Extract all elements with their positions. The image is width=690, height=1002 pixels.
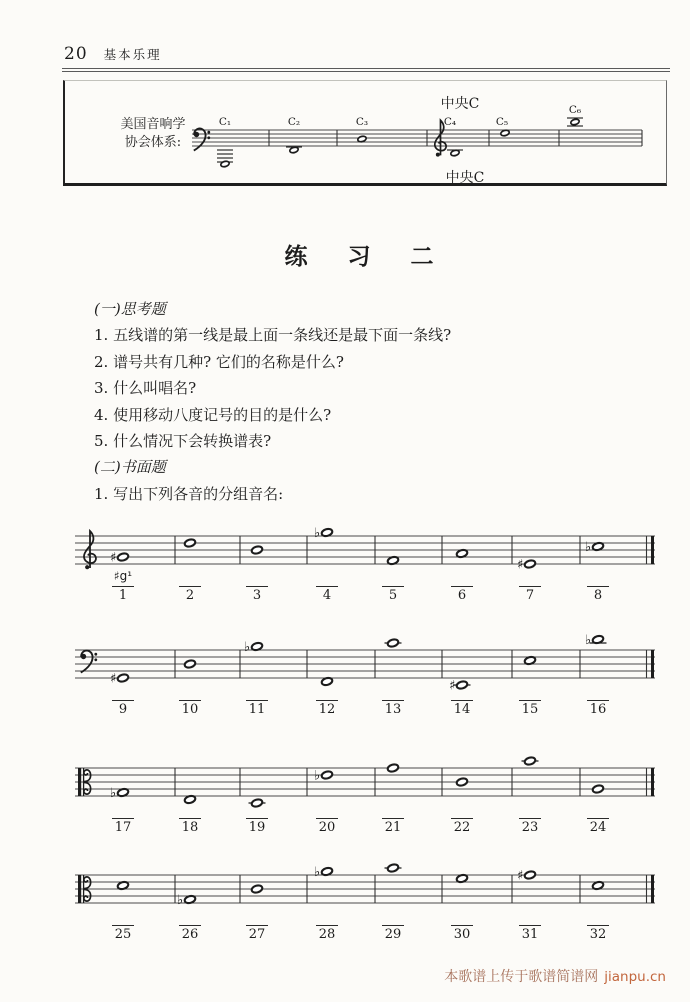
whole-note	[387, 638, 399, 648]
example-answer	[582, 801, 614, 818]
note-number: 24	[589, 820, 607, 835]
staff-system-1	[0, 512, 690, 624]
note-number: 16	[589, 702, 607, 717]
answer-line	[451, 818, 473, 819]
answer-blank-30	[446, 908, 478, 942]
octave-label: C₄	[443, 116, 457, 128]
middle-c-label-bottom: 中央C	[445, 170, 485, 184]
note-number: 27	[248, 927, 266, 942]
example-answer: ♯g¹	[113, 569, 133, 583]
answer-blank-18	[174, 801, 206, 835]
answer-blank-17	[107, 801, 139, 835]
note-number: 3	[252, 588, 262, 603]
answer-line	[519, 700, 541, 701]
footer-text: 本歌谱上传于歌谱简谱网	[444, 969, 599, 985]
page-number: 20	[64, 44, 88, 64]
answer-line	[519, 586, 541, 587]
answer-blank-3	[241, 569, 273, 603]
answer-line	[382, 700, 404, 701]
answer-line	[316, 818, 338, 819]
whole-note	[524, 756, 536, 766]
answer-blank-14	[446, 683, 478, 717]
whole-note	[456, 777, 468, 787]
note-number: 10	[181, 702, 199, 717]
answer-line	[587, 925, 609, 926]
question-line: 2. 谱号共有几种? 它们的名称是什么?	[94, 352, 344, 371]
note-number: 5	[388, 588, 398, 603]
header-rule	[62, 68, 670, 72]
note-number: 30	[453, 927, 471, 942]
answer-line	[519, 818, 541, 819]
bass-clef-icon	[81, 651, 97, 673]
note-number: 29	[384, 927, 402, 942]
flat-icon: ♭	[585, 633, 592, 648]
answer-blank-2	[174, 569, 206, 603]
answer-line	[112, 700, 134, 701]
answer-line	[451, 925, 473, 926]
answer-line	[246, 586, 268, 587]
answer-blank-24	[582, 801, 614, 835]
example-answer	[174, 683, 206, 700]
section-heading: (一)思考题	[94, 300, 166, 318]
example-answer	[174, 569, 206, 586]
example-answer	[582, 569, 614, 586]
flat-icon: ♭	[314, 526, 321, 541]
sharp-icon: ♯	[449, 678, 456, 694]
note-number: 11	[248, 702, 266, 717]
octave-system-figure	[63, 80, 667, 186]
note-number: 6	[457, 588, 467, 603]
example-answer	[446, 801, 478, 818]
answer-blank-19	[241, 801, 273, 835]
note-number: 20	[318, 820, 336, 835]
answer-blank-15	[514, 683, 546, 717]
question-line: 1. 五线谱的第一线是最上面一条线还是最下面一条线?	[94, 326, 452, 345]
note-number: 13	[384, 702, 402, 717]
sharp-icon: ♯	[110, 550, 117, 566]
whole-note	[570, 118, 580, 125]
example-answer	[514, 908, 546, 925]
note-number: 2	[185, 588, 195, 603]
sharp-icon: ♯	[110, 671, 117, 687]
whole-note	[117, 673, 129, 683]
whole-note	[184, 538, 196, 548]
note-number: 25	[114, 927, 132, 942]
example-answer	[446, 908, 478, 925]
answer-line	[587, 818, 609, 819]
example-answer	[174, 908, 206, 925]
note-number: 21	[384, 820, 402, 835]
title-char: 练	[284, 243, 308, 270]
answer-line	[179, 818, 201, 819]
note-number: 28	[318, 927, 336, 942]
answer-blank-28	[311, 908, 343, 942]
whole-note	[321, 770, 333, 780]
sharp-icon: ♯	[517, 557, 524, 573]
note-number: 1	[118, 588, 128, 603]
answer-line	[587, 586, 609, 587]
flat-icon: ♭	[177, 893, 184, 908]
example-answer	[514, 683, 546, 700]
page-header	[64, 44, 162, 64]
note-number: 8	[593, 588, 603, 603]
answer-blank-25	[107, 908, 139, 942]
example-answer	[446, 569, 478, 586]
whole-note	[387, 763, 399, 773]
answer-blank-5	[377, 569, 409, 603]
example-answer	[377, 801, 409, 818]
flat-icon: ♭	[110, 786, 117, 801]
answer-line	[451, 700, 473, 701]
answer-line	[112, 586, 134, 587]
question-line: 4. 使用移动八度记号的目的是什么?	[94, 405, 332, 424]
answer-blank-6	[446, 569, 478, 603]
answer-line	[246, 925, 268, 926]
example-answer	[107, 801, 139, 818]
example-answer	[107, 908, 139, 925]
answer-blank-21	[377, 801, 409, 835]
answer-blank-1	[107, 569, 139, 603]
answer-line	[179, 586, 201, 587]
title-char: 二	[410, 243, 434, 270]
example-answer	[377, 683, 409, 700]
example-answer	[582, 908, 614, 925]
whole-note	[251, 545, 263, 555]
question-list	[94, 296, 451, 507]
note-number: 19	[248, 820, 266, 835]
answer-line	[179, 700, 201, 701]
whole-note	[524, 870, 536, 880]
answer-blank-32	[582, 908, 614, 942]
answer-line	[246, 818, 268, 819]
flat-icon: ♭	[314, 865, 321, 880]
octave-label: C₂	[287, 116, 301, 128]
example-answer	[241, 908, 273, 925]
example-answer	[377, 569, 409, 586]
note-number: 7	[525, 588, 535, 603]
answer-line	[246, 700, 268, 701]
section-heading: (二)书面题	[94, 458, 166, 477]
example-answer	[107, 683, 139, 700]
figure-label-line1: 美国音响学	[120, 117, 186, 132]
flat-icon: ♭	[244, 640, 251, 655]
example-answer	[311, 683, 343, 700]
octave-label: C₁	[218, 116, 232, 128]
page-footer	[444, 966, 666, 986]
figure-label-line2: 协会体系:	[124, 135, 182, 150]
whole-note	[524, 559, 536, 569]
answer-blank-31	[514, 908, 546, 942]
title-char: 习	[347, 243, 371, 270]
answer-line	[179, 925, 201, 926]
note-number: 26	[181, 927, 199, 942]
answer-line	[316, 925, 338, 926]
staff-system-2	[0, 626, 690, 738]
answer-line	[451, 586, 473, 587]
octave-label: C₃	[355, 116, 369, 128]
question-line: 5. 什么情况下会转换谱表?	[94, 432, 272, 451]
exercise-title	[0, 238, 690, 271]
footer-site-text: jianpu.cn	[604, 969, 666, 985]
answer-blank-4	[311, 569, 343, 603]
example-answer	[311, 569, 343, 586]
whole-note	[387, 863, 399, 873]
whole-note	[251, 884, 263, 894]
note-number: 17	[114, 820, 132, 835]
answer-blank-9	[107, 683, 139, 717]
octave-staff-diagram	[65, 81, 669, 184]
book-title: 基本乐理	[103, 47, 162, 62]
octave-label: C₅	[495, 116, 509, 128]
whole-note	[592, 784, 604, 794]
answer-line	[382, 925, 404, 926]
answer-blank-12	[311, 683, 343, 717]
flat-icon: ♭	[585, 540, 592, 555]
answer-line	[112, 925, 134, 926]
answer-blank-20	[311, 801, 343, 835]
example-answer	[582, 683, 614, 700]
note-number: 14	[453, 702, 471, 717]
flat-icon: ♭	[314, 768, 321, 784]
example-answer	[241, 683, 273, 700]
middle-c-label-top: 中央C	[440, 96, 480, 112]
answer-blank-27	[241, 908, 273, 942]
octave-label: C₆	[568, 104, 582, 116]
answer-line	[382, 818, 404, 819]
note-number: 15	[521, 702, 539, 717]
answer-line	[519, 925, 541, 926]
answer-blank-29	[377, 908, 409, 942]
note-number: 9	[118, 702, 128, 717]
question-line: 3. 什么叫唱名?	[94, 379, 197, 398]
example-answer	[514, 569, 546, 586]
answer-blank-26	[174, 908, 206, 942]
answer-line	[382, 586, 404, 587]
answer-line	[112, 818, 134, 819]
note-number: 31	[521, 927, 539, 942]
answer-blank-16	[582, 683, 614, 717]
answer-blank-13	[377, 683, 409, 717]
sharp-icon: ♯	[517, 868, 524, 884]
note-number: 12	[318, 702, 336, 717]
answer-blank-7	[514, 569, 546, 603]
staff-system-4	[0, 851, 690, 963]
note-number: 18	[181, 820, 199, 835]
answer-blank-22	[446, 801, 478, 835]
whole-note	[220, 160, 230, 167]
example-answer	[377, 908, 409, 925]
answer-line	[316, 586, 338, 587]
note-number: 32	[589, 927, 607, 942]
staff-system-3	[0, 744, 690, 856]
answer-blank-10	[174, 683, 206, 717]
note-number: 23	[521, 820, 539, 835]
example-answer	[241, 569, 273, 586]
answer-line	[587, 700, 609, 701]
answer-blank-8	[582, 569, 614, 603]
answer-blank-11	[241, 683, 273, 717]
note-number: 22	[453, 820, 471, 835]
example-answer	[446, 683, 478, 700]
question-line: 1. 写出下列各音的分组音名:	[94, 484, 284, 503]
whole-note	[117, 552, 129, 562]
bass-clef-icon	[194, 129, 210, 151]
whole-note	[184, 659, 196, 669]
note-number: 4	[322, 588, 332, 603]
answer-line	[316, 700, 338, 701]
example-answer	[241, 801, 273, 818]
example-answer	[311, 801, 343, 818]
example-answer	[174, 801, 206, 818]
example-answer	[514, 801, 546, 818]
example-answer	[311, 908, 343, 925]
answer-blank-23	[514, 801, 546, 835]
